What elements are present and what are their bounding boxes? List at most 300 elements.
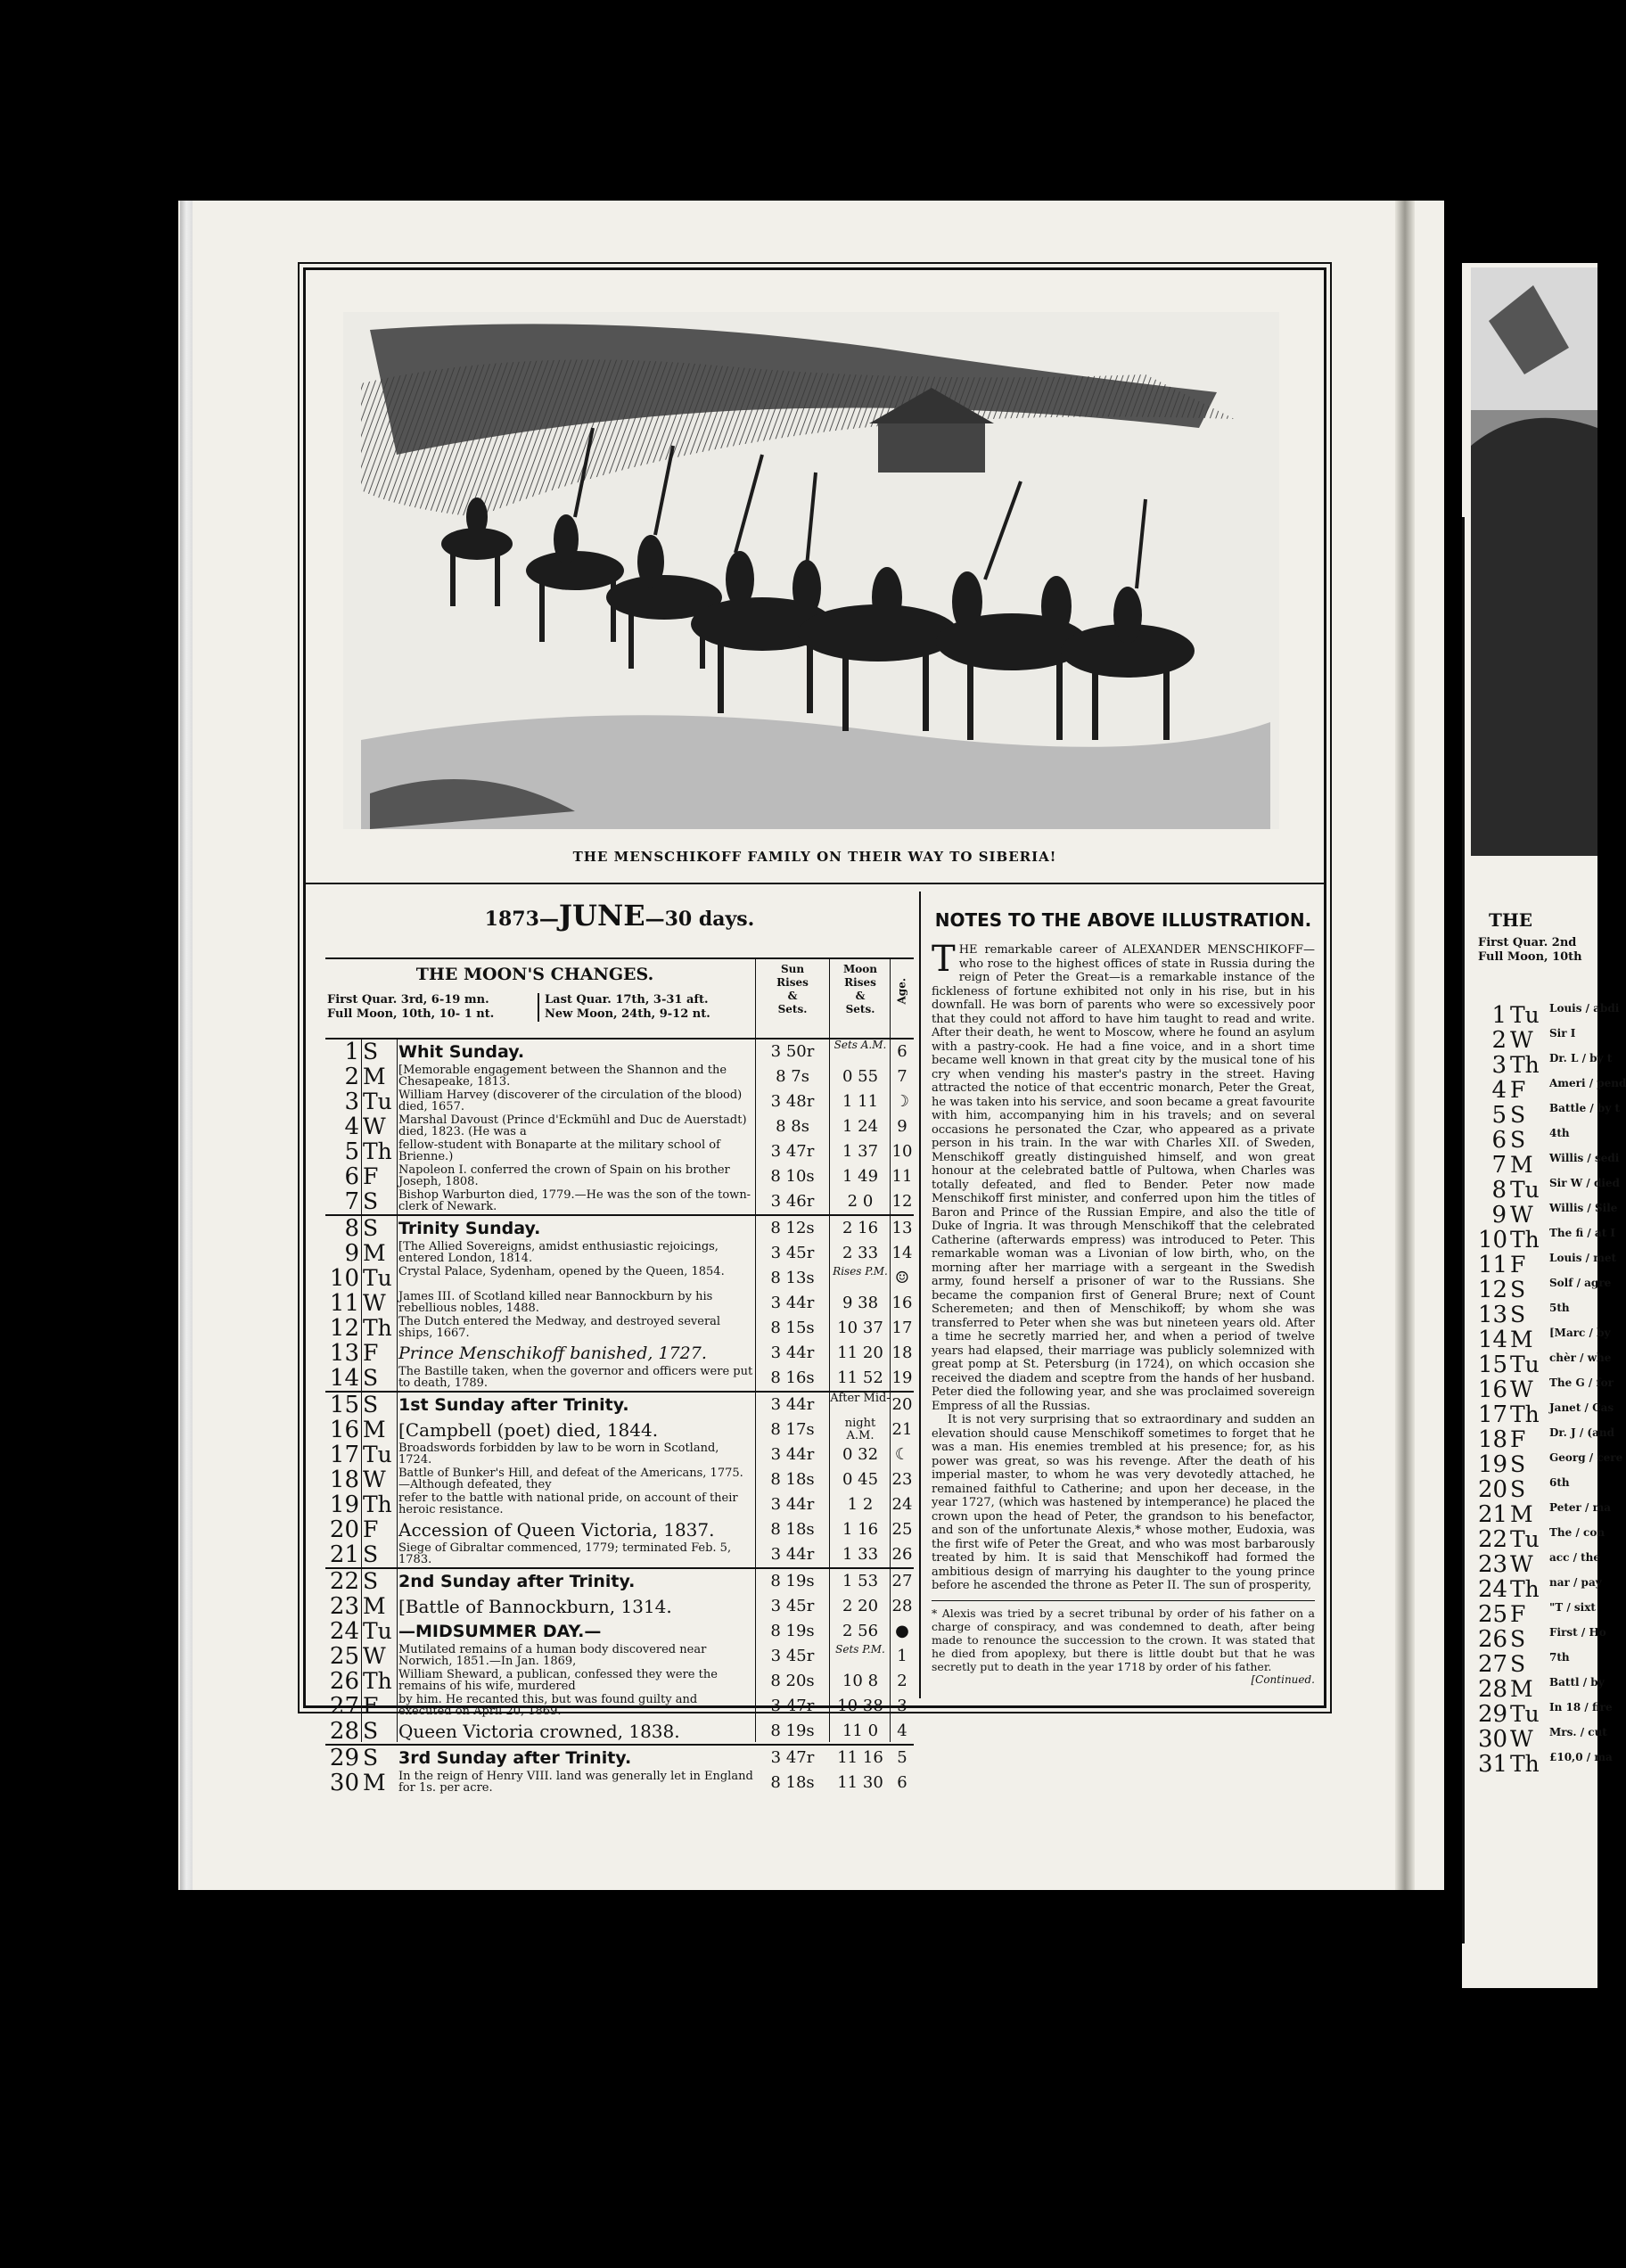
- day-number: 4: [344, 1113, 359, 1140]
- weekday: F: [363, 1516, 379, 1542]
- column-line: [829, 957, 830, 1742]
- weekday: M: [363, 1417, 386, 1442]
- moon-rise-set: Sets A.M.: [834, 1039, 887, 1051]
- weekday: S: [363, 1188, 379, 1214]
- next-page-row: [1478, 1602, 1603, 1627]
- day-number: 26: [1478, 1626, 1508, 1653]
- day-number: 12: [329, 1315, 359, 1342]
- moon-rise-set: night A.M.: [844, 1417, 876, 1442]
- event-fragment: The G / for: [1549, 1376, 1614, 1389]
- moon-age: 23: [891, 1470, 913, 1489]
- weekday: Th: [363, 1491, 392, 1517]
- calendar-row: [325, 1189, 914, 1216]
- weekday: Th: [1510, 1227, 1540, 1253]
- sun-rise-set: 3 47r: [770, 1142, 815, 1161]
- moon-age: 7: [897, 1067, 907, 1086]
- event-fragment: Sir W / died: [1549, 1177, 1620, 1189]
- moon-age: 6: [897, 1042, 907, 1061]
- header-line: Rises: [844, 976, 876, 989]
- day-number: 1: [1491, 1002, 1507, 1029]
- weekday: Th: [363, 1315, 392, 1341]
- next-page-fragment: [1462, 263, 1626, 1988]
- next-page-row: [1478, 1352, 1612, 1378]
- moon-age: 28: [891, 1597, 913, 1615]
- moon-changes-right: [538, 993, 759, 1022]
- day-number: 16: [329, 1417, 359, 1443]
- calendar-row: [325, 1040, 914, 1064]
- header-line: &: [787, 990, 798, 1002]
- full-moon: Full Moon, 10th, 10- 1 nt.: [327, 1007, 495, 1021]
- weekday: M: [1510, 1152, 1533, 1178]
- event-fragment: Solf / agre: [1549, 1277, 1612, 1289]
- next-page-row: [1478, 1227, 1616, 1253]
- weekday: Th: [1510, 1576, 1540, 1602]
- sun-rise-set: 8 19s: [770, 1572, 815, 1590]
- weekday: F: [363, 1163, 379, 1189]
- event-fragment: Battle / by t: [1549, 1102, 1621, 1114]
- moon-column-header: [830, 963, 891, 1016]
- weekday: S: [1510, 1651, 1526, 1677]
- calendar-row: [325, 1418, 914, 1442]
- event-text: 2nd Sunday after Trinity.: [398, 1572, 636, 1591]
- calendar-row: [325, 1746, 914, 1771]
- calendar-row: [325, 1719, 914, 1746]
- day-number: 4: [1491, 1077, 1507, 1104]
- day-number: 15: [1478, 1352, 1508, 1378]
- sun-rise-set: 8 18s: [770, 1470, 815, 1489]
- first-quarter: First Quar. 3rd, 6-19 mn.: [327, 993, 489, 1007]
- day-number: 1: [344, 1039, 359, 1065]
- sun-rise-set: 8 8s: [776, 1117, 809, 1136]
- sun-rise-set: 8 19s: [770, 1722, 815, 1740]
- weekday: S: [1510, 1626, 1526, 1652]
- weekday: Tu: [363, 1618, 392, 1644]
- day-number: 21: [329, 1541, 359, 1568]
- day-number: 22: [1478, 1526, 1508, 1553]
- event-text: Bishop Warburton died, 1779.—He was the son of the town-clerk of Newark.: [398, 1188, 751, 1213]
- sun-rise-set: 8 13s: [770, 1269, 815, 1287]
- event-fragment: 5th: [1549, 1302, 1570, 1314]
- next-page-title: THE: [1489, 909, 1533, 931]
- title-dash: —: [645, 908, 665, 931]
- moon-age: 25: [891, 1520, 913, 1539]
- column-line: [361, 1040, 362, 1742]
- event-text: [Campbell (poet) died, 1844.: [398, 1419, 659, 1441]
- weekday: W: [363, 1290, 386, 1316]
- next-page-row: [1478, 1302, 1603, 1327]
- calendar-row: [325, 1291, 914, 1316]
- event-text: Crystal Palace, Sydenham, opened by the Queen, 1854.: [398, 1265, 725, 1278]
- moon-age: 12: [891, 1192, 913, 1211]
- event-text: 1st Sunday after Trinity.: [398, 1395, 629, 1415]
- calendar-row: [325, 1517, 914, 1542]
- moon-age: 13: [891, 1219, 913, 1237]
- event-text: [Battle of Bannockburn, 1314.: [398, 1596, 672, 1617]
- moon-age: ☽: [894, 1092, 910, 1111]
- day-number: 22: [329, 1568, 359, 1595]
- illustration-caption: THE MENSCHIKOFF FAMILY ON THEIR WAY TO SIBERIA!: [572, 849, 1057, 865]
- event-text: Queen Victoria crowned, 1838.: [398, 1721, 680, 1742]
- moon-rise-set: 2 16: [842, 1219, 879, 1237]
- column-line: [397, 1040, 398, 1742]
- sun-column-header: [757, 963, 828, 1016]
- next-page-row: [1478, 1277, 1612, 1303]
- day-number: 27: [329, 1693, 359, 1720]
- sun-rise-set: 8 15s: [770, 1319, 815, 1337]
- notes-paragraph-1: HE remarkable career of ALEXANDER MENSCHIKOFF—who rose to the highest offices of state in Russia during the reign of Peter the Great—is a remarkable instance of the fickleness of fortune exhibited not only in his rise, but in his downfall. He was born of parents who were so excessively poor that they could not afford to have him taught to read and write. After their death, he went to Moscow, where he found an asylum with a pastry-cook. He had a fine voice, and in a short time became well known in that great city by the musical tone of his cry when vending his master's pastry in the street. Having attracted the notice of that eccentric monarch, Peter the Great, he was taken into his service, and soon became a great favourite with him, accompanying him in his travels; and on several occasions he personated the Czar, who appeared as a private person in his train. In the war with Charles XII. of Sweden, Menschikoff greatly distinguished himself, and won great honour at the celebrated battle of Pultowa, when Charles was totally defeated, and fled to Bender. Peter now made Menschikoff first minister, and conferred upon him the titles of Baron and Prince of the Russian Empire, and also the title of Duke of Ingria. It was through Menschikoff that the celebrated Catherine (afterwards empress) was introduced to Peter. This remarkable woman was a Livonian of low birth, who, on the morning after her marriage with a sergeant in the Swedish army, found herself a prisoner of war to the Russians. She became the companion first of General Brure; next of Count Scheremeten; and then of Menschikoff; by whom she was transferred to Peter when she was but nineteen years old. After a time he secretly married her, and when a period of twelve years had elapsed, their marriage was publicly solemnized with great pomp at St. Petersburg (in 1724), on which occasion she received the diadem and sceptre from the hands of her husband. Peter died the following year, and she was proclaimed sovereign Empress of all the Russias.: [932, 943, 1315, 1413]
- day-number: 7: [1491, 1152, 1507, 1179]
- weekday: W: [1510, 1027, 1533, 1053]
- sun-rise-set: 3 45r: [770, 1647, 815, 1665]
- moon-age: 21: [891, 1420, 913, 1439]
- sun-rise-set: 8 17s: [770, 1420, 815, 1439]
- moon-age: 5: [897, 1748, 907, 1767]
- event-fragment: Sir I: [1549, 1027, 1576, 1040]
- moon-rise-set: 11 52: [837, 1368, 883, 1387]
- next-page-row: [1478, 1128, 1603, 1153]
- weekday: S: [363, 1745, 379, 1771]
- day-number: 17: [1478, 1401, 1508, 1428]
- day-number: 13: [329, 1340, 359, 1367]
- moon-rise-set: 1 49: [842, 1167, 879, 1186]
- moon-rise-set: 10 37: [837, 1319, 883, 1337]
- sun-rise-set: 3 44r: [770, 1495, 815, 1514]
- event-text: Broadswords forbidden by law to be worn in Scotland, 1724.: [398, 1442, 719, 1467]
- sun-rise-set: 3 46r: [770, 1192, 815, 1211]
- day-number: 9: [344, 1240, 359, 1267]
- moon-rise-set: 10 8: [842, 1672, 879, 1690]
- event-fragment: Peter / ma: [1549, 1501, 1612, 1514]
- weekday: S: [363, 1039, 379, 1064]
- event-text: —MIDSUMMER DAY.—: [398, 1622, 602, 1641]
- june-calendar: [325, 899, 914, 1796]
- weekday: S: [1510, 1451, 1526, 1477]
- calendar-row: [325, 1241, 914, 1266]
- next-page-row: [1478, 1577, 1603, 1602]
- event-fragment: Ameri / pend: [1549, 1077, 1626, 1089]
- day-number: 5: [344, 1138, 359, 1165]
- calendar-row: [325, 1139, 914, 1164]
- moon-age: 2: [897, 1672, 907, 1690]
- notes-paragraph-2: It is not very surprising that so extraordinary and sudden an elevation should cause Menschikoff sometimes to forget that he was a man. His enemies trembled at his presence; for, as his power was great, so was his revenge. After the death of his imperial master, to whom he was very devotedly attached, he remained faithful to Catherine; and upon her decease, in the year 1727, (which was hastened by intemperance) he placed the crown upon the head of Peter, the grandson to his benefactor, and son of the unfortunate Alexis,* whose mother, Eudoxia, was the first wife of Peter the Great, and who was most barbarously treated by him. It is said that Menschikoff had formed the ambitious design of marrying his daughter to the young prince before he ascended the throne as Peter II. The sun of prosperity,: [932, 1413, 1315, 1592]
- weekday: Tu: [1510, 1526, 1540, 1552]
- moon-rise-set: 0 45: [842, 1470, 879, 1489]
- event-text: 3rd Sunday after Trinity.: [398, 1748, 632, 1768]
- calendar-row: [325, 1114, 914, 1139]
- day-number: 25: [329, 1643, 359, 1670]
- calendar-row: [325, 1216, 914, 1241]
- day-number: 10: [329, 1265, 359, 1292]
- moon-age: 20: [891, 1395, 913, 1414]
- moon-rise-set: 0 32: [842, 1445, 879, 1464]
- event-fragment: "T / sixt: [1549, 1601, 1596, 1614]
- event-fragment: Louis / met: [1549, 1252, 1617, 1264]
- weekday: Tu: [363, 1089, 392, 1114]
- sun-rise-set: 8 7s: [776, 1067, 809, 1086]
- sun-rise-set: 3 47r: [770, 1697, 815, 1715]
- sun-rise-set: 3 44r: [770, 1344, 815, 1362]
- next-page-row: [1478, 1477, 1603, 1502]
- event-text: Marshal Davoust (Prince d'Eckmühl and Duc de Auerstadt) died, 1823. (He was a: [398, 1113, 747, 1138]
- weekday: M: [363, 1240, 386, 1266]
- moon-changes-title: THE MOON'S CHANGES.: [415, 965, 654, 984]
- calendar-row: [325, 1164, 914, 1189]
- next-page-row: [1478, 1426, 1614, 1453]
- moon-age: ☺: [894, 1269, 910, 1287]
- sun-rise-set: 3 44r: [770, 1445, 815, 1464]
- day-number: 17: [329, 1442, 359, 1468]
- sun-rise-set: 8 20s: [770, 1672, 815, 1690]
- moon-rise-set: 2 33: [842, 1244, 879, 1262]
- event-fragment: [Marc / by: [1549, 1327, 1611, 1339]
- day-number: 25: [1478, 1601, 1508, 1628]
- next-page-row: [1478, 1202, 1618, 1228]
- sun-rise-set: 3 44r: [770, 1294, 815, 1312]
- moon-rise-set: 1 24: [842, 1117, 879, 1136]
- day-number: 29: [1478, 1701, 1508, 1728]
- day-number: 6: [344, 1163, 359, 1190]
- next-page-row: [1478, 1376, 1614, 1403]
- event-fragment: Willis / Sile: [1549, 1202, 1618, 1214]
- event-fragment: The fi / at I: [1549, 1227, 1616, 1239]
- event-text: Trinity Sunday.: [398, 1219, 541, 1238]
- column-divider: [919, 892, 921, 1698]
- event-text: refer to the battle with national pride, on account of their heroic resistance.: [398, 1491, 738, 1516]
- event-text: The Bastille taken, when the governor and officers were put to death, 1789.: [398, 1365, 753, 1390]
- event-fragment: Georg / cere: [1549, 1451, 1623, 1464]
- day-number: 31: [1478, 1751, 1508, 1778]
- next-page-row: [1478, 1451, 1623, 1478]
- age-column-header: Age.: [895, 977, 908, 1005]
- last-quarter: Last Quar. 17th, 3-31 aft.: [545, 993, 709, 1007]
- weekday: W: [1510, 1551, 1533, 1577]
- moon-age: 17: [891, 1319, 913, 1337]
- sun-rise-set: 3 45r: [770, 1244, 815, 1262]
- day-number: 19: [329, 1491, 359, 1518]
- calendar-row: [325, 1316, 914, 1341]
- header-line: Sets.: [845, 1003, 875, 1015]
- moon-rise-set: 1 53: [842, 1572, 879, 1590]
- moon-rise-set: 11 0: [842, 1722, 879, 1740]
- sun-rise-set: 8 19s: [770, 1622, 815, 1640]
- engraving-illustration: [343, 312, 1279, 829]
- moon-age: 9: [897, 1117, 907, 1136]
- event-text: Battle of Bunker's Hill, and defeat of the Americans, 1775.—Although defeated, they: [398, 1467, 743, 1491]
- next-page-row: [1478, 1028, 1603, 1053]
- moon-age: 27: [891, 1572, 913, 1590]
- next-page-row: [1478, 1102, 1621, 1129]
- moon-age: 16: [891, 1294, 913, 1312]
- event-text: Mutilated remains of a human body discovered near Norwich, 1851.—In Jan. 1869,: [398, 1643, 707, 1668]
- day-number: 14: [1478, 1327, 1508, 1353]
- moon-rise-set: 10 38: [837, 1697, 883, 1715]
- moon-age: 19: [891, 1368, 913, 1387]
- event-fragment: 4th: [1549, 1127, 1570, 1139]
- event-text: fellow-student with Bonaparte at the military school of Brienne.): [398, 1138, 720, 1163]
- next-page-row: [1478, 1401, 1614, 1428]
- event-text: James III. of Scotland killed near Bannockburn by his rebellious nobles, 1488.: [398, 1290, 713, 1315]
- day-number: 23: [329, 1593, 359, 1620]
- weekday: Tu: [1510, 1177, 1540, 1203]
- next-page-row: [1478, 1552, 1603, 1577]
- moon-rise-set: 1 37: [842, 1142, 879, 1161]
- weekday: S: [363, 1365, 379, 1391]
- illustration-notes: [932, 909, 1315, 1686]
- next-page-moon: [1478, 936, 1603, 965]
- moon-rise-set: 2 20: [842, 1597, 879, 1615]
- day-number: 27: [1478, 1651, 1508, 1678]
- day-number: 2: [1491, 1027, 1507, 1054]
- calendar-year: 1873: [484, 908, 539, 931]
- next-page-row: [1478, 1052, 1613, 1079]
- sun-rise-set: 3 44r: [770, 1545, 815, 1564]
- weekday: Tu: [1510, 1002, 1540, 1028]
- new-moon: New Moon, 24th, 9-12 nt.: [545, 1007, 710, 1021]
- day-number: 8: [1491, 1177, 1507, 1204]
- weekday: F: [363, 1340, 379, 1366]
- weekday: S: [363, 1215, 379, 1241]
- sun-rise-set: 8 16s: [770, 1368, 815, 1387]
- header-line: Rises: [776, 976, 809, 989]
- event-text: Napoleon I. conferred the crown of Spain on his brother Joseph, 1808.: [398, 1163, 730, 1188]
- weekday: Th: [1510, 1052, 1540, 1078]
- weekday: S: [1510, 1302, 1526, 1327]
- weekday: S: [363, 1541, 379, 1567]
- event-fragment: 7th: [1549, 1651, 1570, 1664]
- header-line: Sun: [780, 963, 805, 975]
- moon-age: ●: [895, 1622, 909, 1640]
- moon-age: 26: [891, 1545, 913, 1564]
- event-fragment: chèr / whe: [1549, 1352, 1612, 1364]
- notes-title: NOTES TO THE ABOVE ILLUSTRATION.: [934, 909, 1312, 931]
- day-number: 24: [329, 1618, 359, 1645]
- event-text: Prince Menschikoff banished, 1727.: [398, 1344, 707, 1363]
- moon-rise-set: 9 38: [842, 1294, 879, 1312]
- next-page-frame: [1462, 517, 1472, 1943]
- calendar-header: [325, 957, 914, 1040]
- moon-rise-set: 1 11: [842, 1092, 879, 1111]
- day-number: 24: [1478, 1576, 1508, 1603]
- day-number: 2: [344, 1064, 359, 1090]
- event-fragment: Mrs. / cut: [1549, 1726, 1607, 1738]
- moon-rise-set: 1 33: [842, 1545, 879, 1564]
- next-page-row: [1478, 1177, 1620, 1204]
- next-page-row: [1478, 1152, 1620, 1179]
- event-text: Whit Sunday.: [398, 1042, 525, 1062]
- calendar-days-label: 30 days.: [664, 908, 755, 931]
- weekday: Tu: [1510, 1352, 1540, 1377]
- weekday: Th: [1510, 1401, 1540, 1427]
- book-spine: [1395, 201, 1415, 1890]
- next-page-row: [1478, 1327, 1611, 1353]
- day-number: 7: [344, 1188, 359, 1215]
- event-fragment: In 18 / fire: [1549, 1701, 1613, 1713]
- weekday: M: [1510, 1327, 1533, 1352]
- calendar-row: [325, 1089, 914, 1114]
- moon-rise-set: 1 16: [842, 1520, 879, 1539]
- moon-age: 18: [891, 1344, 913, 1362]
- weekday: W: [1510, 1376, 1533, 1402]
- calendar-row: [325, 1542, 914, 1569]
- weekday: W: [363, 1643, 386, 1669]
- calendar-row: [325, 1619, 914, 1644]
- day-number: 20: [1478, 1476, 1508, 1503]
- next-page-row: [1478, 1252, 1617, 1278]
- calendar-row: [325, 1492, 914, 1517]
- weekday: F: [1510, 1601, 1526, 1627]
- weekday: M: [1510, 1501, 1533, 1527]
- weekday: Th: [1510, 1751, 1540, 1777]
- day-number: 28: [329, 1718, 359, 1745]
- event-text: The Dutch entered the Medway, and destroyed several ships, 1667.: [398, 1315, 721, 1340]
- day-number: 15: [329, 1392, 359, 1418]
- weekday: S: [363, 1568, 379, 1594]
- calendar-title: [325, 899, 914, 933]
- calendar-row: [325, 1771, 914, 1796]
- next-page-row: [1478, 1077, 1626, 1104]
- calendar-row: [325, 1594, 914, 1619]
- weekday: W: [363, 1467, 386, 1492]
- weekday: Tu: [1510, 1701, 1540, 1727]
- header-line: Moon: [842, 963, 877, 975]
- day-number: 10: [1478, 1227, 1508, 1253]
- moon-rise-set: 11 16: [837, 1748, 883, 1767]
- weekday: Th: [363, 1668, 392, 1694]
- event-fragment: nar / pay: [1549, 1576, 1602, 1589]
- column-line: [890, 957, 891, 1742]
- calendar-month: JUNE: [558, 899, 645, 933]
- event-fragment: Battl / by: [1549, 1676, 1605, 1689]
- weekday: Th: [363, 1138, 392, 1164]
- day-number: 29: [329, 1745, 359, 1771]
- notes-footnote: * Alexis was tried by a secret tribunal by order of his father on a charge of conspiracy, and was condemned to death, after being made to renounce the succession to the crown. It was stated that he died from apoplexy, but there is little doubt but that he was secretly put to death in the year 1718 by order of his father.: [932, 1600, 1315, 1673]
- day-number: 9: [1491, 1202, 1507, 1228]
- event-text: In the reign of Henry VIII. land was generally let in England for 1s. per acre.: [398, 1770, 753, 1795]
- moon-rise-set: 0 55: [842, 1067, 879, 1086]
- next-page-row: [1478, 1751, 1613, 1778]
- weekday: W: [1510, 1726, 1533, 1752]
- moon-rise-set: 2 0: [847, 1192, 874, 1211]
- moon-age: ☾: [894, 1445, 910, 1464]
- event-text: William Sheward, a publican, confessed they were the remains of his wife, murdered: [398, 1668, 718, 1693]
- moon-rise-set: 11 30: [837, 1773, 883, 1792]
- title-dash: —: [538, 908, 559, 931]
- weekday: W: [1510, 1202, 1533, 1228]
- event-fragment: 6th: [1549, 1476, 1570, 1489]
- calendar-rows: [325, 1040, 914, 1796]
- day-number: 12: [1478, 1277, 1508, 1303]
- day-number: 28: [1478, 1676, 1508, 1703]
- moon-age: 11: [891, 1167, 913, 1186]
- day-number: 18: [1478, 1426, 1508, 1453]
- weekday: S: [1510, 1127, 1526, 1153]
- weekday: M: [1510, 1676, 1533, 1702]
- moon-age: 14: [891, 1244, 913, 1262]
- sun-rise-set: 8 10s: [770, 1167, 815, 1186]
- weekday: M: [363, 1064, 386, 1089]
- event-text: [The Allied Sovereigns, amidst enthusiastic rejoicings, entered London, 1814.: [398, 1240, 719, 1265]
- weekday: S: [1510, 1476, 1526, 1502]
- event-text: Siege of Gibraltar commenced, 1779; terminated Feb. 5, 1783.: [398, 1541, 732, 1566]
- calendar-row: [325, 1442, 914, 1467]
- moon-age: 10: [891, 1142, 913, 1161]
- day-number: 6: [1491, 1127, 1507, 1154]
- event-fragment: Dr. J / (and: [1549, 1426, 1614, 1439]
- sun-rise-set: 8 18s: [770, 1520, 815, 1539]
- day-number: 14: [329, 1365, 359, 1392]
- calendar-row: [325, 1694, 914, 1719]
- weekday: Tu: [363, 1442, 392, 1467]
